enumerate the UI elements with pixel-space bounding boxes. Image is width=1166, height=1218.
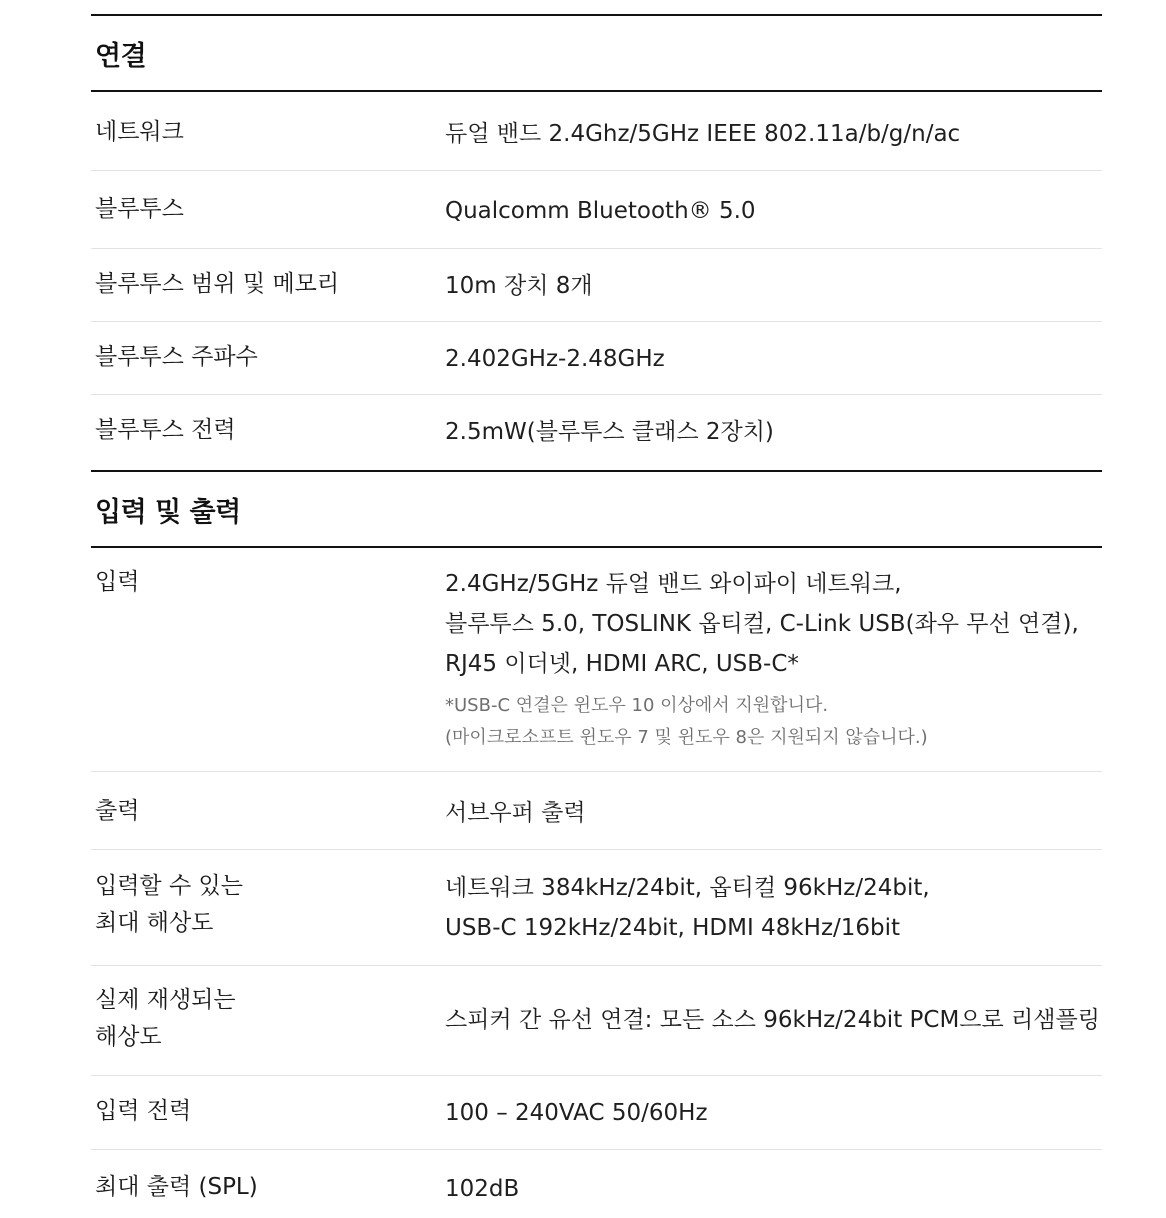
spec-value-line: 서브우퍼 출력 (445, 800, 586, 826)
spec-value-line: 네트워크 384kHz/24bit, 옵티컬 96kHz/24bit, (445, 875, 930, 901)
spec-value-line: 10m 장치 8개 (445, 273, 593, 299)
spec-value-line: 2.402GHz-2.48GHz (445, 346, 665, 372)
spec-value-line: 듀얼 밴드 2.4Ghz/5GHz IEEE 802.11a/b/g/n/ac (445, 121, 961, 147)
spec-label: 블루투스 범위 및 메모리 (95, 271, 340, 297)
spec-value-line: 2.4GHz/5GHz 듀얼 밴드 와이파이 네트워크, (445, 571, 902, 597)
spec-row-bluetooth-range (91, 249, 1102, 322)
spec-row-bluetooth-frequency (91, 322, 1102, 395)
spec-label: 출력 (95, 798, 140, 824)
spec-value (445, 412, 1102, 470)
spec-label: 실제 재생되는 해상도 (95, 987, 236, 1050)
spec-value (445, 339, 1102, 394)
spec-footnote (445, 690, 1102, 754)
spec-label: 블루투스 (95, 196, 184, 222)
spec-value-line: 블루투스 5.0, TOSLINK 옵티컬, C-Link USB(좌우 무선 연결), (445, 611, 1079, 637)
spec-value (445, 266, 1102, 321)
spec-value (445, 564, 1102, 771)
spec-label: 블루투스 전력 (95, 417, 236, 443)
spec-row-playback-resolution (91, 966, 1102, 1076)
spec-value-line: Qualcomm Bluetooth® 5.0 (445, 198, 756, 224)
spec-label: 최대 출력 (SPL) (95, 1174, 258, 1200)
spec-label: 입력 (95, 569, 140, 595)
section-title-connectivity: 연결 (95, 40, 147, 72)
spec-value (445, 1169, 1102, 1218)
spec-label: 입력할 수 있는 최대 해상도 (95, 873, 243, 936)
spec-value-line: RJ45 이더넷, HDMI ARC, USB-C* (445, 651, 799, 677)
spec-value (445, 1093, 1102, 1149)
spec-value (445, 868, 1102, 965)
spec-row-bluetooth-power (91, 395, 1102, 470)
spec-row-output (91, 772, 1102, 850)
spec-value-line: USB-C 192kHz/24bit, HDMI 48kHz/16bit (445, 915, 901, 941)
spec-row-bluetooth (91, 171, 1102, 249)
spec-label: 네트워크 (95, 119, 184, 145)
footnote-line: (마이크로소프트 윈도우 7 및 윈도우 8은 지원되지 않습니다.) (445, 727, 928, 748)
spec-row-input-power (91, 1076, 1102, 1150)
spec-table (91, 0, 1102, 1218)
spec-value-line: 102dB (445, 1176, 520, 1202)
spec-value (445, 793, 1102, 849)
spec-label: 블루투스 주파수 (95, 344, 258, 370)
spec-label: 입력 전력 (95, 1098, 192, 1124)
spec-value (445, 191, 1102, 248)
spec-value-line: 스피커 간 유선 연결: 모든 소스 96kHz/24bit PCM으로 리샘플링 (445, 1007, 1100, 1033)
spec-row-max-spl (91, 1150, 1102, 1218)
spec-value-line: 100 – 240VAC 50/60Hz (445, 1100, 708, 1126)
spec-row-network (91, 92, 1102, 171)
section-title-input-output: 입력 및 출력 (95, 496, 241, 528)
spec-value (445, 982, 1102, 1075)
spec-row-max-input-resolution (91, 850, 1102, 966)
spec-row-input (91, 548, 1102, 772)
spec-value (445, 114, 1102, 170)
spec-value-line: 2.5mW(블루투스 클래스 2장치) (445, 419, 774, 445)
footnote-line: *USB-C 연결은 윈도우 10 이상에서 지원합니다. (445, 695, 829, 716)
